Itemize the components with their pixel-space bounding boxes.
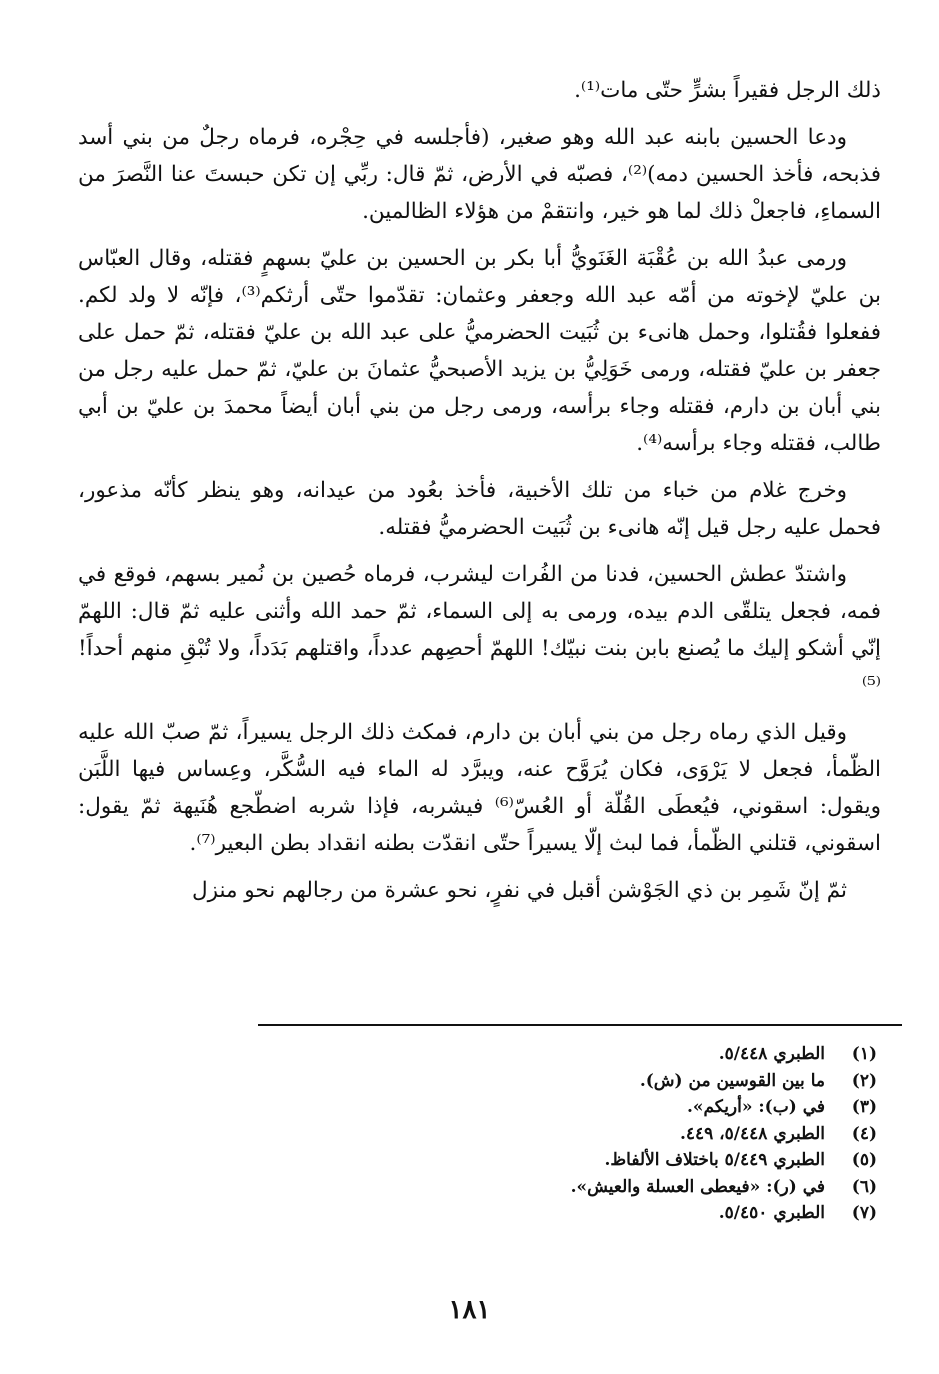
footnote-text: الطبري ٥/٤٤٨. xyxy=(718,1044,825,1064)
footnote-number: (٧) xyxy=(851,1203,877,1223)
footnote-text: الطبري ٥/٤٥٠. xyxy=(718,1203,825,1223)
footnote-number: (٣) xyxy=(851,1097,877,1117)
paragraph-6: وقيل الذي رماه رجل من بني أبان بن دارم، فمكث ذلك الرجل يسيراً، ثمّ صبّ الله عليه الظّمأ، فجعل لا يَرْوَى، فكان يُرَوَّح عنه، ويبرَّد له الماء فيه السُّكَّر، وعِساس فيها اللَّبَن ويقول: اسقوني، فيُعطَى القُلّة أو العُسّ⁽⁶⁾ فيشربه، فإذا شربه اضطّجع هُنَيهة ثمّ يقول: اسقوني، قتلني الظّمأ، فما لبث إلّا يسيراً حتّى انقدّت بطنه انقداد بطن البعير⁽⁷⁾. xyxy=(78,720,881,856)
footnote-text: الطبري ٥/٤٤٩ باختلاف الألفاظ. xyxy=(604,1150,825,1170)
main-text xyxy=(78,72,881,919)
footnote-text: ما بين القوسين من (ش). xyxy=(639,1070,825,1091)
paragraph-2: ودعا الحسين بابنه عبد الله وهو صغير، (فأجلسه في حِجْره، فرماه رجلٌ من بني أسد فذبحه، فأخذ الحسين دمه)⁽²⁾، فصبّه في الأرض، ثمّ قال: ربِّي إن تكن حبستَ عنا النَّصرَ من السماءِ، فاجعلْ ذلك لما هو خير، وانتقمْ من هؤلاء الظالمين. xyxy=(78,125,881,224)
footnote-item xyxy=(300,1068,877,1095)
page-number: ١٨١ xyxy=(448,1295,491,1325)
footnote-number: (٦) xyxy=(851,1176,877,1197)
footnote-divider xyxy=(258,1024,902,1026)
paragraph-5: واشتدّ عطش الحسين، فدنا من الفُرات ليشرب، فرماه حُصين بن نُمير بسهم، فوقع في فمه، فجعل يتلقّى الدم بيده، ورمى به إلى السماء، ثمّ حمد الله وأثنى عليه ثمّ قال: اللهمّ إنّي أشكو إليك ما يُصنع بابن بنت نبيّك! اللهمّ أحصِهم عدداً، واقتلهم بَدَداً، ولا تُبْقِ منهم أحداً!⁽⁵⁾ xyxy=(78,562,881,698)
footnote-text: في (ر): «فيعطى العسلة والعيش». xyxy=(570,1176,825,1197)
paragraph-1: ذلك الرجل فقيراً بشرٍّ حتّى مات⁽¹⁾. xyxy=(574,78,881,103)
paragraph-4: وخرج غلام من خباء من تلك الأخبية، فأخذ بعُود من عيدانه، وهو ينظر كأنّه مذعور، فحمل عليه رجل قيل إنّه هانىء بن ثُبَيت الحضرميُّ فقتله. xyxy=(78,478,881,540)
footnote-number: (٢) xyxy=(851,1070,877,1091)
footnote-number: (٤) xyxy=(851,1123,877,1144)
footnote-item xyxy=(300,1147,877,1174)
footnote-text: في (ب): «أريكم». xyxy=(686,1097,825,1117)
footnote-item xyxy=(300,1121,877,1148)
footnote-item xyxy=(300,1200,877,1227)
footnote-item xyxy=(300,1174,877,1201)
footnotes-list xyxy=(300,1041,877,1227)
footnote-item xyxy=(300,1094,877,1121)
paragraph-7: ثمّ إنّ شَمِر بن ذي الجَوْشن أقبل في نفرٍ، نحو عشرة من رجالهم نحو منزل xyxy=(191,878,847,903)
footnote-number: (١) xyxy=(851,1044,877,1064)
footnote-number: (٥) xyxy=(851,1150,877,1170)
footnote-text: الطبري ٥/٤٤٨، ٤٤٩. xyxy=(679,1123,825,1144)
footnote-item xyxy=(300,1041,877,1068)
paragraph-3: ورمى عبدُ الله بن عُقْبَة الغَنَويُّ أبا بكر بن الحسين بن عليّ بسهمٍ فقتله، وقال العبّاس بن عليّ لإخوته من أمّه عبد الله وجعفر وعثمان: تقدّموا حتّى أرثكم⁽³⁾، فإنّه لا ولد لكم. ففعلوا فقُتلوا، وحمل هانىء بن ثُبَيت الحضرميُّ على عبد الله بن عليّ فقتله، ثمّ حمل على جعفر بن عليّ فقتله، ورمى خَوَلِيُّ بن يزيد الأصبحيُّ عثمانَ بن عليّ، ثمّ حمل عليه رجل من بني أبان بن دارم، فقتله وجاء برأسه، ورمى رجل من بني أبان أيضاً محمدَ بن عليّ بن أبي طالب، فقتله وجاء برأسه⁽⁴⁾. xyxy=(78,246,881,456)
